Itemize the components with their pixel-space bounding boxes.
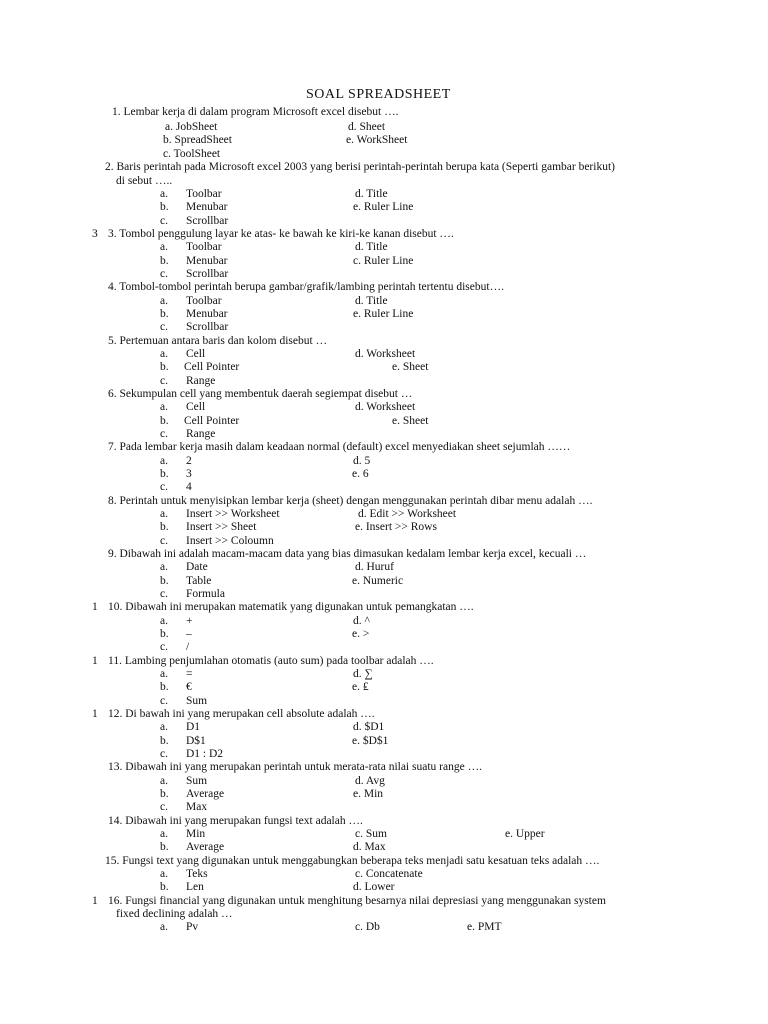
q9-option-c: Formula xyxy=(186,588,225,600)
q12-option-c-letter: c. xyxy=(160,748,168,760)
q12-option-c: D1 : D2 xyxy=(186,748,224,760)
q3-option-b: Menubar xyxy=(186,255,228,267)
question-11-stem: 11. Lambing penjumlahan otomatis (auto sum) pada toolbar adalah …. xyxy=(108,655,434,667)
q10-option-a-letter: a. xyxy=(160,615,168,627)
q15-option-a: Teks xyxy=(186,868,208,880)
q4-option-a: Toolbar xyxy=(186,295,222,307)
q10-option-d: d. ^ xyxy=(353,615,370,627)
q14-option-e: e. Upper xyxy=(505,828,545,840)
q9-option-a-letter: a. xyxy=(160,561,168,573)
q8-option-c-letter: c. xyxy=(160,535,168,547)
q5-option-a: Cell xyxy=(186,348,206,360)
q6-option-b-letter: b. xyxy=(160,415,169,427)
question-2-stem: 2. Baris perintah pada Microsoft excel 2003 yang berisi perintah-perintah berupa kata (Seperti gambar berikut) xyxy=(105,161,615,173)
q16-list-number: 1 xyxy=(92,895,98,907)
q15-option-c: c. Concatenate xyxy=(355,868,423,880)
q9-option-b: Table xyxy=(186,575,212,587)
q9-option-d: d. Huruf xyxy=(355,561,394,573)
q3-option-c-letter: c. xyxy=(160,268,168,280)
q16-option-c: c. Db xyxy=(355,921,380,933)
q12-option-d: d. $D1 xyxy=(353,721,385,733)
q11-option-a: = xyxy=(186,668,193,680)
q2-option-a: Toolbar xyxy=(186,188,222,200)
q13-option-c-letter: c. xyxy=(160,801,168,813)
q15-option-d: d. Lower xyxy=(353,881,395,893)
question-7-stem: 7. Pada lembar kerja masih dalam keadaan normal (default) excel menyediakan sheet sejumlah …… xyxy=(108,441,571,453)
q2-option-c: Scrollbar xyxy=(186,215,229,227)
q15-option-b: Len xyxy=(186,881,204,893)
question-14-stem: 14. Dibawah ini yang merupakan fungsi text adalah …. xyxy=(108,815,363,827)
q1-option-e: e. WorkSheet xyxy=(346,134,408,146)
q14-option-b-letter: b. xyxy=(160,841,169,853)
q5-option-b-letter: b. xyxy=(160,361,169,373)
question-4-stem: 4. Tombol-tombol perintah berupa gambar/grafik/lambing perintah tertentu disebut…. xyxy=(108,281,504,293)
q4-option-a-letter: a. xyxy=(160,295,168,307)
q6-option-b: Cell Pointer xyxy=(184,415,240,427)
q14-option-b: Average xyxy=(186,841,225,853)
q4-option-c: Scrollbar xyxy=(186,321,229,333)
question-2-stem-cont: di sebut ….. xyxy=(116,175,173,187)
q12-option-e: e. $D$1 xyxy=(352,735,389,747)
q8-option-a: Insert >> Worksheet xyxy=(186,508,280,520)
q8-option-a-letter: a. xyxy=(160,508,168,520)
q8-option-b-letter: b. xyxy=(160,521,169,533)
question-8-stem: 8. Perintah untuk menyisipkan lembar kerja (sheet) dengan menggunakan perintah dibar menu adalah …. xyxy=(108,495,593,507)
q5-option-b: Cell Pointer xyxy=(184,361,240,373)
q16-option-a: Pv xyxy=(186,921,199,933)
q3-option-b-letter: b. xyxy=(160,255,169,267)
q4-option-b: Menubar xyxy=(186,308,228,320)
q15-option-b-letter: b. xyxy=(160,881,169,893)
q12-option-a-letter: a. xyxy=(160,721,168,733)
q12-option-b-letter: b. xyxy=(160,735,169,747)
q8-option-b: Insert >> Sheet xyxy=(186,521,257,533)
q9-option-a: Date xyxy=(186,561,208,573)
page-title: SOAL SPREADSHEET xyxy=(306,87,451,102)
q4-option-d: d. Title xyxy=(355,295,388,307)
q14-option-c: c. Sum xyxy=(355,828,387,840)
q13-option-e: e. Min xyxy=(353,788,384,800)
q2-option-e: e. Ruler Line xyxy=(353,201,414,213)
q2-option-b-letter: b. xyxy=(160,201,169,213)
q10-option-e: e. > xyxy=(352,628,370,640)
q7-option-a-letter: a. xyxy=(160,455,168,467)
q1-option-c: c. ToolSheet xyxy=(163,148,221,160)
q7-option-a: 2 xyxy=(186,455,192,467)
q7-option-c-letter: c. xyxy=(160,481,168,493)
q10-option-a: + xyxy=(186,615,193,627)
q6-option-c: Range xyxy=(186,428,216,440)
question-1-stem: 1. Lembar kerja di dalam program Microsoft excel disebut …. xyxy=(112,106,399,118)
q13-option-a-letter: a. xyxy=(160,775,168,787)
q10-option-c: / xyxy=(186,641,190,653)
q1-option-b: b. SpreadSheet xyxy=(163,134,232,146)
q5-option-e: e. Sheet xyxy=(392,361,429,373)
question-12-stem: 12. Di bawah ini yang merupakan cell absolute adalah …. xyxy=(108,708,375,720)
q11-option-c: Sum xyxy=(186,695,208,707)
q5-option-d: d. Worksheet xyxy=(355,348,416,360)
q1-option-d: d. Sheet xyxy=(348,121,386,133)
q11-option-b: € xyxy=(186,681,192,693)
q4-option-c-letter: c. xyxy=(160,321,168,333)
q8-option-e: e. Insert >> Rows xyxy=(355,521,437,533)
q7-option-e: e. 6 xyxy=(352,468,369,480)
q3-option-a-letter: a. xyxy=(160,241,168,253)
question-5-stem: 5. Pertemuan antara baris dan kolom disebut … xyxy=(108,335,328,347)
q14-option-a-letter: a. xyxy=(160,828,168,840)
q11-option-e: e. ₤ xyxy=(352,681,369,693)
q3-list-number: 3 xyxy=(92,228,98,240)
q12-list-number: 1 xyxy=(92,708,98,720)
q3-option-e: c. Ruler Line xyxy=(353,255,414,267)
q11-option-b-letter: b. xyxy=(160,681,169,693)
q14-option-a: Min xyxy=(186,828,206,840)
q2-option-a-letter: a. xyxy=(160,188,168,200)
q7-option-b-letter: b. xyxy=(160,468,169,480)
q8-option-d: d. Edit >> Worksheet xyxy=(358,508,457,520)
q11-list-number: 1 xyxy=(92,655,98,667)
q10-option-c-letter: c. xyxy=(160,641,168,653)
q7-option-b: 3 xyxy=(186,468,192,480)
q3-option-d: d. Title xyxy=(355,241,388,253)
q10-option-b-letter: b. xyxy=(160,628,169,640)
q8-option-c: Insert >> Coloumn xyxy=(186,535,274,547)
q12-option-b: D$1 xyxy=(186,735,206,747)
q6-option-d: d. Worksheet xyxy=(355,401,416,413)
q1-option-a: a. JobSheet xyxy=(165,121,218,133)
question-16-stem-cont: fixed declining adalah … xyxy=(116,908,233,920)
question-10-stem: 10. Dibawah ini merupakan matematik yang digunakan untuk pemangkatan …. xyxy=(108,601,474,613)
q5-option-a-letter: a. xyxy=(160,348,168,360)
question-6-stem: 6. Sekumpulan cell yang membentuk daerah segiempat disebut … xyxy=(108,388,413,400)
q15-option-a-letter: a. xyxy=(160,868,168,880)
q6-option-e: e. Sheet xyxy=(392,415,429,427)
q3-option-a: Toolbar xyxy=(186,241,222,253)
q10-option-b: – xyxy=(186,628,192,640)
q9-option-b-letter: b. xyxy=(160,575,169,587)
q6-option-c-letter: c. xyxy=(160,428,168,440)
q13-option-a: Sum xyxy=(186,775,208,787)
q13-option-b-letter: b. xyxy=(160,788,169,800)
q16-option-a-letter: a. xyxy=(160,921,168,933)
q13-option-d: d. Avg xyxy=(355,775,385,787)
q6-option-a: Cell xyxy=(186,401,206,413)
q3-option-c: Scrollbar xyxy=(186,268,229,280)
q2-option-c-letter: c. xyxy=(160,215,168,227)
q13-option-b: Average xyxy=(186,788,225,800)
question-13-stem: 13. Dibawah ini yang merupakan perintah untuk merata-rata nilai suatu range …. xyxy=(108,761,482,773)
q4-option-e: e. Ruler Line xyxy=(353,308,414,320)
q10-list-number: 1 xyxy=(92,601,98,613)
question-15-stem: 15. Fungsi text yang digunakan untuk menggabungkan beberapa teks menjadi satu kesatuan teks adalah …. xyxy=(105,855,600,867)
q2-option-d: d. Title xyxy=(355,188,388,200)
question-3-stem: 3. Tombol penggulung layar ke atas- ke bawah ke kiri-ke kanan disebut …. xyxy=(108,228,454,240)
question-16-stem: 16. Fungsi financial yang digunakan untuk menghitung besarnya nilai depresiasi yang menggunakan system xyxy=(108,895,606,907)
q5-option-c: Range xyxy=(186,375,216,387)
q11-option-c-letter: c. xyxy=(160,695,168,707)
q7-option-d: d. 5 xyxy=(353,455,371,467)
q11-option-d: d. ∑ xyxy=(353,668,373,680)
question-9-stem: 9. Dibawah ini adalah macam-macam data yang bias dimasukan kedalam lembar kerja excel, kecuali … xyxy=(108,548,587,560)
q6-option-a-letter: a. xyxy=(160,401,168,413)
q14-option-d: d. Max xyxy=(353,841,386,853)
q11-option-a-letter: a. xyxy=(160,668,168,680)
q13-option-c: Max xyxy=(186,801,208,813)
q2-option-b: Menubar xyxy=(186,201,228,213)
q5-option-c-letter: c. xyxy=(160,375,168,387)
q16-option-e: e. PMT xyxy=(467,921,502,933)
q4-option-b-letter: b. xyxy=(160,308,169,320)
q9-option-c-letter: c. xyxy=(160,588,168,600)
q12-option-a: D1 xyxy=(186,721,201,733)
q7-option-c: 4 xyxy=(186,481,192,493)
q9-option-e: e. Numeric xyxy=(352,575,404,587)
